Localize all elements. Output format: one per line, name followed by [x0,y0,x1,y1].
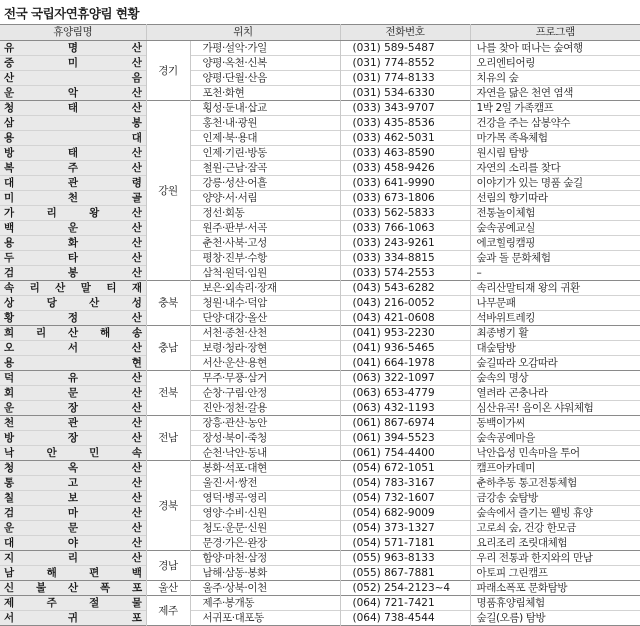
region-cell: 충남 [146,326,190,371]
forest-name: 희 리 산 해 송 [4,327,142,339]
table-row [0,431,640,446]
location-cell: 인제·북·용대 [190,131,340,146]
forest-name: 칠 보 산 [4,492,142,504]
phone-cell: (041) 664-1978 [340,356,470,371]
forest-name-cell [0,416,146,431]
location-cell: 철원·근남·잠곡 [190,161,340,176]
forest-name-cell [0,236,146,251]
phone-cell: (043) 216-0052 [340,296,470,311]
forest-name: 회 문 산 [4,387,142,399]
forest-name: 대 야 산 [4,537,142,549]
location-cell: 진안·정천·갈용 [190,401,340,416]
forest-name: 검 봉 산 [4,267,142,279]
phone-cell: (054) 672-1051 [340,461,470,476]
forest-name: 서 귀 포 [4,612,142,624]
program-cell: 숲속공예교실 [476,222,535,234]
forest-name: 운 문 산 [4,522,142,534]
forest-name: 속 리 산 말 티 재 [4,282,142,294]
location-cell: 제주·봉개동 [190,596,340,611]
forest-name: 천 관 산 [4,417,142,429]
program-cell: 동백이가씨 [476,417,526,429]
forest-name: 청 옥 산 [4,462,142,474]
phone-cell: (033) 766-1063 [340,221,470,236]
table-row [0,566,640,581]
program-cell: 금강송 숲탐방 [476,492,538,504]
forest-name-cell [0,401,146,416]
location-cell: 삼척·원덕·임원 [190,266,340,281]
table-row [0,131,640,146]
location-cell: 봉화·석포·대현 [190,461,340,476]
location-cell: 원주·판부·서곡 [190,221,340,236]
program-cell: 숲길따라 오감따라 [476,357,558,369]
forest-name-cell [0,176,146,191]
region-cell: 전남 [146,416,190,461]
program-cell: 열려라 곤충나라 [476,387,548,399]
program-cell: 이야기가 있는 명품 숲길 [476,177,583,189]
phone-cell: (033) 673-1806 [340,191,470,206]
program-cell: 원시림 탐방 [476,147,529,159]
phone-cell: (031) 774-8552 [340,56,470,71]
region-cell: 경남 [146,551,190,581]
forest-name: 상 당 산 성 [4,297,142,309]
forest-name-cell [0,71,146,86]
table-row [0,41,640,56]
phone-cell: (033) 463-8590 [340,146,470,161]
program-cell: 전통놀이체험 [476,207,535,219]
program-cell: 나를 찾아 떠나는 숲여행 [476,42,583,54]
region-cell: 제주 [146,596,190,626]
program-cell: 숲과 돌 문화체험 [476,252,551,264]
location-cell: 순창·구림·안정 [190,386,340,401]
forest-name-cell [0,131,146,146]
program-cell: 1박 2일 가족캠프 [476,102,554,114]
table-row [0,551,640,566]
phone-cell: (041) 953-2230 [340,326,470,341]
phone-cell: (033) 243-9261 [340,236,470,251]
program-cell: 선림의 향기따라 [476,192,548,204]
forest-name-cell [0,611,146,626]
phone-cell: (033) 435-8536 [340,116,470,131]
forest-name-cell [0,101,146,116]
table-row [0,251,640,266]
forest-name: 운 장 산 [4,402,142,414]
location-cell: 무주·무풍·삼거 [190,371,340,386]
table-row [0,311,640,326]
table-header [0,25,640,41]
forest-name: 검 마 산 [4,507,142,519]
phone-cell: (055) 867-7881 [340,566,470,581]
header-phone: 전화번호 [340,25,470,41]
region-cell: 울산 [146,581,190,596]
location-cell: 횡성·둔내·삽교 [190,101,340,116]
forest-name: 두 타 산 [4,252,142,264]
table-row [0,326,640,341]
phone-cell: (033) 343-9707 [340,101,470,116]
location-cell: 영덕·병곡·영리 [190,491,340,506]
phone-cell: (033) 334-8815 [340,251,470,266]
forest-name: 운 악 산 [4,87,142,99]
program-cell: 속리산말티재 왕의 귀환 [476,282,580,294]
forest-name: 삼 봉 [4,117,142,129]
program-cell: 파래소폭포 문화탐방 [476,582,568,594]
phone-cell: (054) 783-3167 [340,476,470,491]
table-row [0,146,640,161]
forest-name-cell [0,41,146,56]
location-cell: 가평·설악·가일 [190,41,340,56]
location-cell: 서산·운산·용현 [190,356,340,371]
program-cell: 숲속공예마을 [476,432,535,444]
program-cell: 춘하추동 통고전통체험 [476,477,577,489]
program-cell: 최종병기 활 [476,327,529,339]
program-cell: 고로쇠 숲, 건강 한모금 [476,522,576,534]
forest-name-cell [0,431,146,446]
program-cell: 대숲탐방 [476,342,516,354]
forest-table [0,24,640,626]
forest-name: 방 태 산 [4,147,142,159]
program-cell: 오리엔티어링 [476,57,535,69]
table-row [0,596,640,611]
phone-cell: (054) 732-1607 [340,491,470,506]
location-cell: 청원·내수·덕암 [190,296,340,311]
program-cell: 캠프아카데미 [476,462,535,474]
program-cell: 아토피 그린캠프 [476,567,548,579]
forest-name-cell [0,446,146,461]
table-row [0,221,640,236]
forest-name-cell [0,536,146,551]
program-cell: 우리 전통과 한지와의 만남 [476,552,593,564]
location-cell: 영양·수비·신원 [190,506,340,521]
forest-name-cell [0,356,146,371]
location-cell: 서귀포·대포동 [190,611,340,626]
phone-cell: (054) 373-1327 [340,521,470,536]
location-cell: 남해·삼동·봉화 [190,566,340,581]
forest-name: 용 현 [4,357,142,369]
program-cell: 마가목 족욕체험 [476,132,548,144]
program-cell: 낙안읍성 민속마을 투어 [476,447,580,459]
table-row [0,296,640,311]
location-cell: 홍천·내·광원 [190,116,340,131]
program-cell: 숲속에서 즐기는 웰빙 휴양 [476,507,593,519]
forest-name: 백 운 산 [4,222,142,234]
program-cell: 건강을 주는 삼봉약수 [476,117,571,129]
location-cell: 인제·기린·방동 [190,146,340,161]
forest-name: 용 화 산 [4,237,142,249]
header-row [0,25,640,41]
header-program: 프로그램 [470,25,640,41]
table-row [0,521,640,536]
program-cell: 요리조리 조릿대체험 [476,537,568,549]
phone-cell: (041) 936-5465 [340,341,470,356]
region-cell: 전북 [146,371,190,416]
location-cell: 울진·서·쌍전 [190,476,340,491]
table-row [0,116,640,131]
forest-name: 복 주 산 [4,162,142,174]
page-title: 전국 국립자연휴양림 현황 [4,6,140,21]
location-cell: 강릉·성산·어흘 [190,176,340,191]
forest-name-cell [0,461,146,476]
forest-name-cell [0,206,146,221]
phone-cell: (031) 589-5487 [340,41,470,56]
forest-name-cell [0,191,146,206]
forest-name-cell [0,506,146,521]
forest-name-cell [0,521,146,536]
table-row [0,416,640,431]
forest-name: 용 대 [4,132,142,144]
table-row [0,191,640,206]
phone-cell: (055) 963-8133 [340,551,470,566]
location-cell: 문경·가은·완장 [190,536,340,551]
table-row [0,401,640,416]
table-body [0,41,640,626]
location-cell: 양양·서·서림 [190,191,340,206]
table-row [0,161,640,176]
location-cell: 장흥·관산·농안 [190,416,340,431]
phone-cell: (063) 322-1097 [340,371,470,386]
forest-name-cell [0,161,146,176]
location-cell: 단양·대강·올산 [190,311,340,326]
forest-name: 덕 유 산 [4,372,142,384]
phone-cell: (043) 543-6282 [340,281,470,296]
table-row [0,611,640,626]
forest-name: 통 고 산 [4,477,142,489]
forest-name-cell [0,491,146,506]
table-row [0,281,640,296]
program-cell: 숲길(오름) 탐방 [476,612,546,624]
program-cell: 심산유곡! 음이온 샤워체험 [476,402,594,414]
phone-cell: (033) 641-9990 [340,176,470,191]
phone-cell: (061) 867-6974 [340,416,470,431]
forest-name-cell [0,386,146,401]
forest-name-cell [0,146,146,161]
phone-cell: (063) 653-4779 [340,386,470,401]
program-cell: 명품휴양림체험 [476,597,545,609]
forest-name: 남 해 편 백 [4,567,142,579]
phone-cell: (064) 738-4544 [340,611,470,626]
forest-name-cell [0,581,146,596]
forest-name-cell [0,221,146,236]
location-cell: 포천·화현 [190,86,340,101]
phone-cell: (054) 682-9009 [340,506,470,521]
phone-cell: (031) 534-6330 [340,86,470,101]
forest-name: 황 정 산 [4,312,142,324]
table-row [0,266,640,281]
table-row [0,101,640,116]
program-cell: 치유의 숲 [476,72,519,84]
header-name: 휴양림명 [0,25,146,41]
table-row [0,86,640,101]
forest-name: 낙 안 민 속 [4,447,142,459]
table-row [0,176,640,191]
table-row [0,476,640,491]
forest-name-cell [0,476,146,491]
forest-name: 유 명 산 [4,42,142,54]
program-cell: 자연의 소리를 찾다 [476,162,561,174]
program-cell: 나무문패 [476,297,516,309]
table-row [0,446,640,461]
forest-name-cell [0,281,146,296]
forest-name: 미 천 골 [4,192,142,204]
header-location: 위치 [146,25,340,41]
region-cell: 충북 [146,281,190,326]
forest-name-cell [0,551,146,566]
table-row [0,506,640,521]
location-cell: 함양·마천·삼정 [190,551,340,566]
phone-cell: (061) 394-5523 [340,431,470,446]
table-row [0,371,640,386]
forest-name-cell [0,56,146,71]
forest-name-cell [0,311,146,326]
region-cell: 강원 [146,101,190,281]
phone-cell: (031) 774-8133 [340,71,470,86]
phone-cell: (063) 432-1193 [340,401,470,416]
table-row [0,386,640,401]
forest-name-cell [0,116,146,131]
table-row [0,536,640,551]
table-row [0,581,640,596]
phone-cell: (033) 574-2553 [340,266,470,281]
phone-cell: (033) 462-5031 [340,131,470,146]
forest-name: 오 서 산 [4,342,142,354]
phone-cell: (033) 458-9426 [340,161,470,176]
forest-name: 제 주 절 물 [4,597,142,609]
forest-name: 청 태 산 [4,102,142,114]
forest-name: 방 장 산 [4,432,142,444]
table-row [0,71,640,86]
location-cell: 순천·낙안·동내 [190,446,340,461]
forest-name-cell [0,371,146,386]
forest-name-cell [0,326,146,341]
table-row [0,491,640,506]
location-cell: 서천·종천·산천 [190,326,340,341]
table-row [0,356,640,371]
region-cell: 경북 [146,461,190,551]
forest-name: 신 불 산 폭 포 [4,582,142,594]
phone-cell: (061) 754-4400 [340,446,470,461]
phone-cell: (043) 421-0608 [340,311,470,326]
location-cell: 청도·운문·신원 [190,521,340,536]
location-cell: 양평·단월·산음 [190,71,340,86]
forest-name-cell [0,251,146,266]
forest-name-cell [0,296,146,311]
forest-name-cell [0,596,146,611]
location-cell: 평창·진부·수항 [190,251,340,266]
location-cell: 울주·상북·이천 [190,581,340,596]
table-row [0,461,640,476]
location-cell: 양평·옥천·신복 [190,56,340,71]
location-cell: 정선·회동 [190,206,340,221]
forest-name-cell [0,266,146,281]
forest-name: 지 리 산 [4,552,142,564]
location-cell: 보은·외속리·장재 [190,281,340,296]
forest-name: 중 미 산 [4,57,142,69]
program-cell: 석바위트레킹 [476,312,535,324]
location-cell: 춘천·사북·고성 [190,236,340,251]
region-cell: 경기 [146,41,190,101]
location-cell: 보령·청라·장현 [190,341,340,356]
program-cell: 에코힐링캠핑 [476,237,535,249]
program-cell: – [476,267,482,279]
phone-cell: (064) 721-7421 [340,596,470,611]
forest-name-cell [0,86,146,101]
table-row [0,206,640,221]
phone-cell: (054) 571-7181 [340,536,470,551]
phone-cell: (033) 562-5833 [340,206,470,221]
forest-name: 산 음 [4,72,142,84]
forest-name: 대 관 령 [4,177,142,189]
forest-name: 가 리 왕 산 [4,207,142,219]
forest-name-cell [0,341,146,356]
phone-cell: (052) 254-2123~4 [340,581,470,596]
table-row [0,341,640,356]
location-cell: 장성·북이·죽청 [190,431,340,446]
program-cell: 숲속의 명상 [476,372,529,384]
program-cell: 자연을 닮은 천연 염색 [476,87,573,99]
table-row [0,56,640,71]
table-row [0,236,640,251]
forest-name-cell [0,566,146,581]
